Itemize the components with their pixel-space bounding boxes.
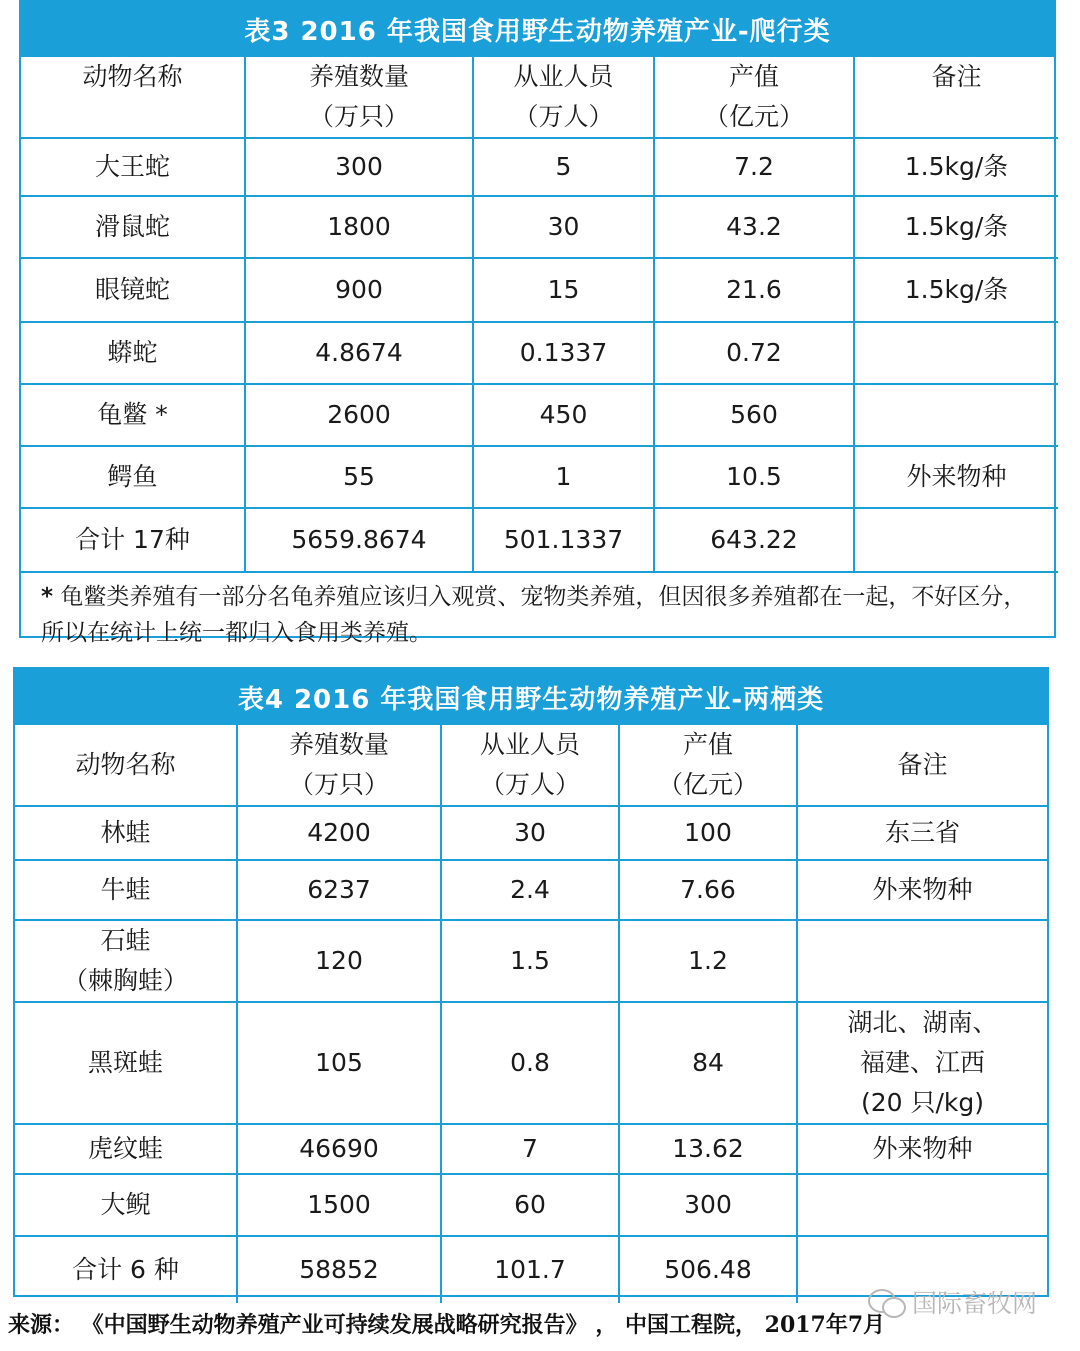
table-cell: 15 xyxy=(473,258,654,322)
table-cell: 1.5kg/条 xyxy=(854,258,1058,322)
table-cell: 4.8674 xyxy=(245,322,473,384)
table-cell: 58852 xyxy=(237,1236,441,1303)
table-cell: 1.5kg/条 xyxy=(854,196,1058,258)
column-header: 养殖数量 （万只） xyxy=(245,57,473,138)
table-cell: 外来物种 xyxy=(797,1124,1047,1174)
table-cell: 林蛙 xyxy=(15,806,237,860)
table-row xyxy=(15,920,1047,1002)
watermark xyxy=(868,1284,1037,1320)
table-total-row xyxy=(21,508,1058,572)
column-header: 动物名称 xyxy=(15,725,237,806)
table-cell: 5659.8674 xyxy=(245,508,473,572)
table-cell: 石蛙 （棘胸蛙） xyxy=(15,920,237,1002)
table-cell: 560 xyxy=(654,384,854,446)
table-cell: 46690 xyxy=(237,1124,441,1174)
column-header: 产值 （亿元） xyxy=(619,725,797,806)
table-cell xyxy=(797,1174,1047,1236)
table-cell: 0.1337 xyxy=(473,322,654,384)
table-cell: 7.66 xyxy=(619,860,797,920)
table-cell: 300 xyxy=(245,138,473,196)
table-cell: 大王蛇 xyxy=(21,138,245,196)
table-4 xyxy=(13,667,1049,1297)
table-cell: 6237 xyxy=(237,860,441,920)
table-row xyxy=(21,446,1058,508)
table-cell: 84 xyxy=(619,1002,797,1124)
table-cell: 506.48 xyxy=(619,1236,797,1303)
table-cell: 合计 6 种 xyxy=(15,1236,237,1303)
table-cell: 东三省 xyxy=(797,806,1047,860)
table-cell: 2600 xyxy=(245,384,473,446)
table-cell: 120 xyxy=(237,920,441,1002)
table-3-footnote xyxy=(21,573,1054,657)
table-cell: 4200 xyxy=(237,806,441,860)
table-cell: 30 xyxy=(473,196,654,258)
table-4-title: 表4 2016 年我国食用野生动物养殖产业-两栖类 xyxy=(15,669,1047,725)
table-cell: 43.2 xyxy=(654,196,854,258)
table-cell: 2.4 xyxy=(441,860,619,920)
table-cell: 虎纹蛙 xyxy=(15,1124,237,1174)
table-cell: 450 xyxy=(473,384,654,446)
table-cell: 21.6 xyxy=(654,258,854,322)
column-header: 备注 xyxy=(854,57,1058,138)
footnote-marker: * xyxy=(41,584,54,610)
table-cell: 7.2 xyxy=(654,138,854,196)
table-cell: 牛蛙 xyxy=(15,860,237,920)
table-cell: 60 xyxy=(441,1174,619,1236)
table-cell: 外来物种 xyxy=(797,860,1047,920)
table-cell: 大鲵 xyxy=(15,1174,237,1236)
table-cell: 蟒蛇 xyxy=(21,322,245,384)
column-header: 产值 （亿元） xyxy=(654,57,854,138)
table-cell: 100 xyxy=(619,806,797,860)
table-row xyxy=(21,138,1058,196)
table-cell: 龟鳖 * xyxy=(21,384,245,446)
table-cell: 1500 xyxy=(237,1174,441,1236)
source-citation: 来源： 《中国野生动物养殖产业可持续发展战略研究报告》 ， 中国工程院， 2017年7月 xyxy=(8,1312,886,1338)
table-3 xyxy=(19,0,1056,646)
table-3-header-row xyxy=(21,57,1058,138)
table-cell: 900 xyxy=(245,258,473,322)
table-row xyxy=(21,384,1058,446)
table-cell: 101.7 xyxy=(441,1236,619,1303)
table-3-grid xyxy=(21,57,1058,573)
table-cell: 7 xyxy=(441,1124,619,1174)
table-cell: 1.2 xyxy=(619,920,797,1002)
footnote-text: 龟鳖类养殖有一部分名龟养殖应该归入观赏、宠物类养殖，但因很多养殖都在一起，不好区分，所以在统计上统一都归入食用类养殖。 xyxy=(41,584,1027,646)
table-cell: 0.72 xyxy=(654,322,854,384)
table-cell: 13.62 xyxy=(619,1124,797,1174)
table-cell xyxy=(854,508,1058,572)
column-header: 备注 xyxy=(797,725,1047,806)
table-cell: 501.1337 xyxy=(473,508,654,572)
table-cell: 眼镜蛇 xyxy=(21,258,245,322)
table-cell: 300 xyxy=(619,1174,797,1236)
table-4-grid xyxy=(15,725,1047,1303)
column-header: 动物名称 xyxy=(21,57,245,138)
table-cell: 1.5kg/条 xyxy=(854,138,1058,196)
table-cell: 5 xyxy=(473,138,654,196)
table-cell: 1 xyxy=(473,446,654,508)
table-cell: 黑斑蛙 xyxy=(15,1002,237,1124)
table-cell xyxy=(854,384,1058,446)
table-cell: 鳄鱼 xyxy=(21,446,245,508)
table-row xyxy=(15,1002,1047,1124)
table-row xyxy=(21,258,1058,322)
table-4-header-row xyxy=(15,725,1047,806)
column-header: 养殖数量 （万只） xyxy=(237,725,441,806)
table-cell: 105 xyxy=(237,1002,441,1124)
table-cell: 滑鼠蛇 xyxy=(21,196,245,258)
watermark-text: 国际畜牧网 xyxy=(912,1289,1038,1318)
column-header: 从业人员 （万人） xyxy=(441,725,619,806)
column-header: 从业人员 （万人） xyxy=(473,57,654,138)
table-cell: 10.5 xyxy=(654,446,854,508)
table-cell xyxy=(854,322,1058,384)
table-cell: 643.22 xyxy=(654,508,854,572)
table-row xyxy=(21,196,1058,258)
table-cell: 1800 xyxy=(245,196,473,258)
table-cell: 30 xyxy=(441,806,619,860)
table-cell: 55 xyxy=(245,446,473,508)
table-row xyxy=(15,806,1047,860)
table-cell: 外来物种 xyxy=(854,446,1058,508)
table-cell: 0.8 xyxy=(441,1002,619,1124)
table-cell: 1.5 xyxy=(441,920,619,1002)
table-row xyxy=(15,860,1047,920)
table-cell: 合计 17种 xyxy=(21,508,245,572)
table-row xyxy=(15,1124,1047,1174)
table-row xyxy=(21,322,1058,384)
table-cell xyxy=(797,920,1047,1002)
table-3-title: 表3 2016 年我国食用野生动物养殖产业-爬行类 xyxy=(21,2,1054,57)
table-cell: 湖北、湖南、 福建、江西 (20 只/kg) xyxy=(797,1002,1047,1124)
table-row xyxy=(15,1174,1047,1236)
